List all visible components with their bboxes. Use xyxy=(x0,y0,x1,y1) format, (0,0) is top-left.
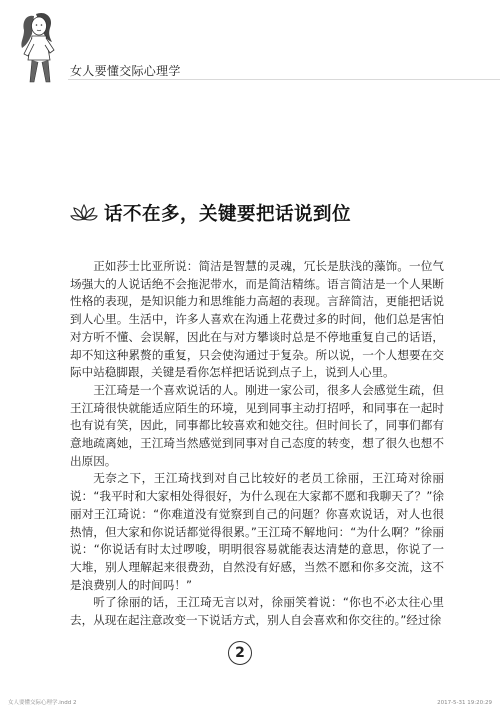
page-number: 2 xyxy=(228,641,252,665)
lotus-icon xyxy=(70,202,98,224)
paragraph-2: 王江琦是一个喜欢说话的人。刚进一家公司，很多人会感觉生疏，但王江琦很快就能适应陌生的环境，见到同事主动打招呼，和同事在一起时也有说有笑，因此，同事都比较喜欢和她交往。但时间长了，同事们都有意地疏离她，王江琦当然感觉到同事对自己态度的转变，想了很久也想不出原因。 xyxy=(70,382,444,468)
paragraph-1: 正如莎士比亚所说：简洁是智慧的灵魂，冗长是肤浅的藻饰。一位气场强大的人说话绝不会拖泥带水，而是简洁精练。语言简洁是一个人果断性格的表现，是知识能力和思维能力高超的表现。言辞简洁，更能把话说到人心里。生活中，许多人喜欢在沟通上花费过多的时间，他们总是害怕对方听不懂、会误解，因此在与对方攀谈时总是不停地重复自己的话语，却不知这种累赘的重复，只会使沟通过于复杂。所以说，一个人想要在交际中站稳脚跟，关键是看你怎样把话说到点子上，说到人心里。 xyxy=(70,259,444,380)
chapter-title: 话不在多，关键要把话说到位 xyxy=(104,204,352,225)
paragraph-4: 听了徐丽的话，王江琦无言以对，徐丽笑着说：“你也不必太往心里去，从现在起注意改变一下说话方式，别人自会喜欢和你交往的。”经过徐 xyxy=(70,595,444,628)
paragraph-3: 无奈之下，王江琦找到对自己比较好的老员工徐丽，王江琦对徐丽说：“我平时和大家相处得很好，为什么现在大家都不愿和我聊天了？”徐丽对王江琦说：“你难道没有觉察到自己的问题？你喜欢说话，对人也很热情，但大家和你说话都觉得很累。”王江琦不解地问：“为什么啊？”徐丽说：“你说话有时太过啰唆，明明很容易就能表达清楚的意思，你说了一大堆，别人理解起来很费劲，自然没有好感，当然不愿和你多交流，这不是浪费别人的时间吗！” xyxy=(70,471,444,592)
woman-illustration xyxy=(12,8,70,88)
file-label: 女人要懂交际心理学.indd 2 xyxy=(8,700,77,706)
body-text xyxy=(70,258,444,630)
book-title: 女人要懂交际心理学 xyxy=(70,64,181,78)
print-timestamp: 2017-5-31 19:20:29 xyxy=(437,700,492,706)
chapter-heading xyxy=(70,200,351,226)
header-divider xyxy=(68,79,500,80)
